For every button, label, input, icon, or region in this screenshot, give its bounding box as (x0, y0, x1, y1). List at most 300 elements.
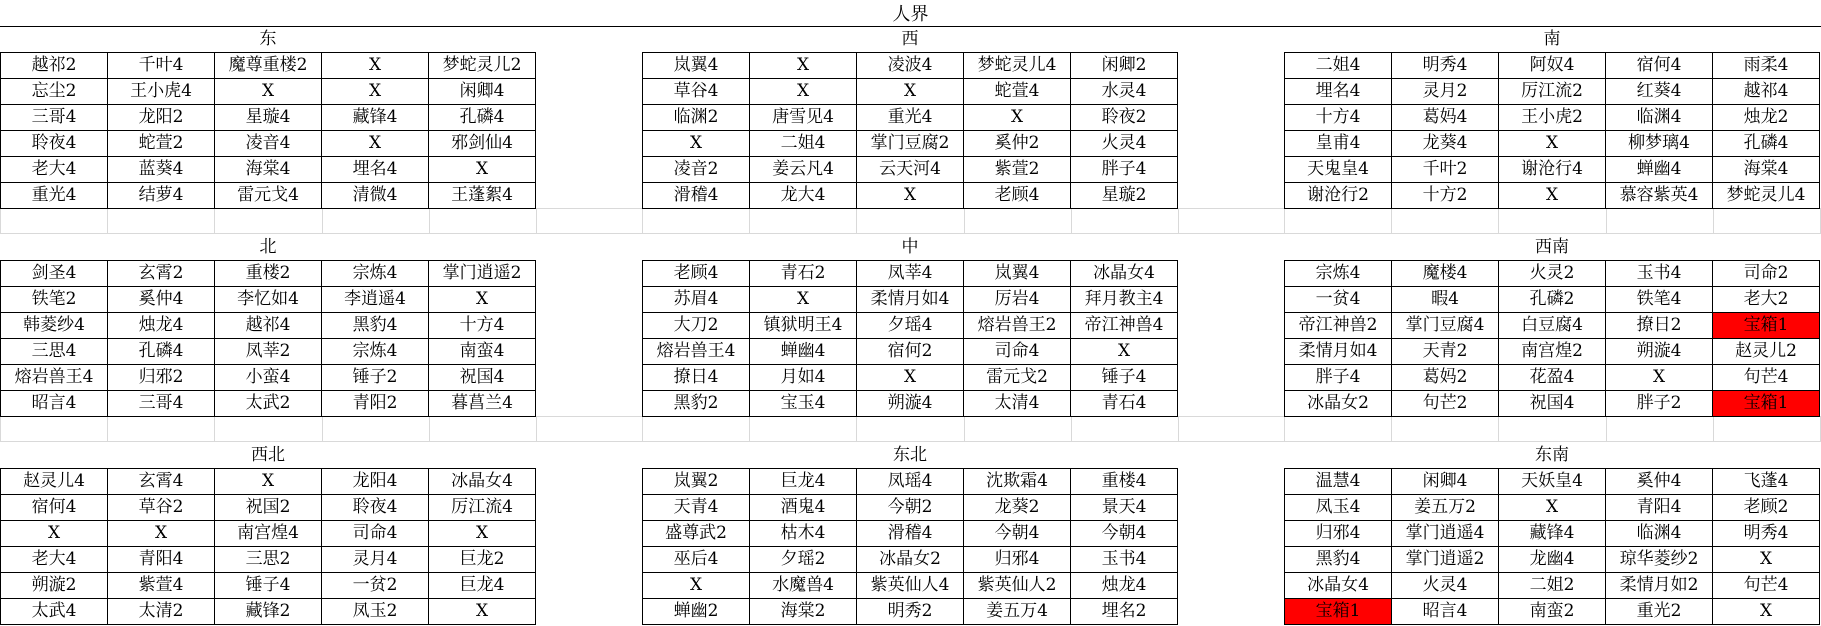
table-cell[interactable]: 归邪4 (964, 547, 1071, 573)
table-cell[interactable]: 魔尊重楼2 (215, 53, 322, 79)
table-cell[interactable]: 句芒2 (1392, 391, 1499, 417)
table-cell[interactable]: 熔岩兽王4 (1, 365, 108, 391)
table-cell[interactable]: 十方4 (1285, 105, 1392, 131)
table-cell[interactable]: X (750, 287, 857, 313)
table-cell[interactable]: 岚翼2 (643, 469, 750, 495)
table-cell[interactable]: 水灵4 (1071, 79, 1178, 105)
table-cell[interactable]: 王小虎4 (108, 79, 215, 105)
table-cell[interactable]: X (108, 521, 215, 547)
table-cell[interactable]: 姜五万2 (1392, 495, 1499, 521)
table-cell[interactable]: 海棠2 (750, 599, 857, 625)
table-cell[interactable]: 司命2 (1713, 261, 1820, 287)
table-cell[interactable]: 草谷4 (643, 79, 750, 105)
table-cell[interactable]: 厉岩4 (964, 287, 1071, 313)
table-cell[interactable]: 梦蛇灵儿4 (964, 53, 1071, 79)
table-cell[interactable]: 三思2 (215, 547, 322, 573)
table-cell[interactable]: 烛龙2 (1713, 105, 1820, 131)
table-cell[interactable]: 阿奴4 (1499, 53, 1606, 79)
table-cell[interactable]: 烛龙4 (1071, 573, 1178, 599)
table-row (643, 105, 1178, 131)
table-cell[interactable]: 天青2 (1392, 339, 1499, 365)
table-row (1, 391, 536, 417)
table-cell[interactable]: 重楼4 (1071, 469, 1178, 495)
table-cell[interactable]: 朔漩4 (1606, 339, 1713, 365)
table-cell[interactable]: 葛妈2 (1392, 365, 1499, 391)
table-cell[interactable]: 巨龙4 (750, 469, 857, 495)
table-cell[interactable]: 藏锋4 (1499, 521, 1606, 547)
table-cell[interactable]: 天妖皇4 (1499, 469, 1606, 495)
table-cell[interactable]: 玉书4 (1606, 261, 1713, 287)
table-cell[interactable]: X (857, 79, 964, 105)
table-cell[interactable]: 黑豹2 (643, 391, 750, 417)
table-cell[interactable]: 厉江流2 (1499, 79, 1606, 105)
table-cell[interactable]: 闲卿4 (1392, 469, 1499, 495)
table-cell[interactable]: 灵月4 (322, 547, 429, 573)
table-cell[interactable]: 宿何2 (857, 339, 964, 365)
table-cell[interactable]: 冰晶女4 (1071, 261, 1178, 287)
table-cell[interactable]: 黑豹4 (1285, 547, 1392, 573)
table-cell[interactable]: 十方2 (1392, 183, 1499, 209)
table-cell[interactable]: 巫后4 (643, 547, 750, 573)
table-cell[interactable]: 海棠4 (215, 157, 322, 183)
table-cell[interactable]: 梦蛇灵儿4 (1713, 183, 1820, 209)
table-cell[interactable]: 沈欺霜4 (964, 469, 1071, 495)
table-cell[interactable]: 谢沧行4 (1499, 157, 1606, 183)
table-cell[interactable]: 龙阳2 (108, 105, 215, 131)
table-cell[interactable]: 司命4 (964, 339, 1071, 365)
table-cell[interactable]: X (643, 573, 750, 599)
table-cell[interactable]: 凤莘4 (857, 261, 964, 287)
table-cell[interactable]: 梦蛇灵儿2 (429, 53, 536, 79)
table-cell[interactable]: 宝玉4 (750, 391, 857, 417)
table-cell[interactable]: 凌波4 (857, 53, 964, 79)
table-cell[interactable]: 清微4 (322, 183, 429, 209)
table-cell[interactable]: 邪剑仙4 (429, 131, 536, 157)
table-cell[interactable]: 枯木4 (750, 521, 857, 547)
table-cell[interactable]: 藏锋2 (215, 599, 322, 625)
table-cell[interactable]: 老顾4 (964, 183, 1071, 209)
table-cell[interactable]: 星璇4 (215, 105, 322, 131)
table-cell[interactable]: 天鬼皇4 (1285, 157, 1392, 183)
table-row (643, 131, 1178, 157)
table-cell[interactable]: 李忆如4 (215, 287, 322, 313)
table-row (643, 183, 1178, 209)
table-row (1, 573, 536, 599)
table-cell[interactable]: 雷元戈2 (964, 365, 1071, 391)
table-cell[interactable]: 埋名4 (1285, 79, 1392, 105)
table-cell[interactable]: X (750, 53, 857, 79)
table-cell[interactable]: 柔情月如2 (1606, 573, 1713, 599)
table-cell[interactable]: 蝉幽4 (1606, 157, 1713, 183)
region-title: 西北 (251, 445, 285, 465)
table-cell[interactable]: 星璇2 (1071, 183, 1178, 209)
table-cell[interactable]: 归邪2 (108, 365, 215, 391)
table-cell[interactable]: 冰晶女4 (1285, 573, 1392, 599)
table-cell[interactable]: 紫英仙人4 (857, 573, 964, 599)
table-cell[interactable]: 宗炼4 (1285, 261, 1392, 287)
table-cell[interactable]: 南宫煌4 (215, 521, 322, 547)
table-cell[interactable]: 暇4 (1392, 287, 1499, 313)
table-cell[interactable]: 青阳4 (1606, 495, 1713, 521)
table-cell[interactable]: 藏锋4 (322, 105, 429, 131)
table-cell[interactable]: 今朝4 (1071, 521, 1178, 547)
table-cell[interactable]: 蓝葵4 (108, 157, 215, 183)
table-cell[interactable]: X (429, 287, 536, 313)
table-cell[interactable]: 葛妈4 (1392, 105, 1499, 131)
table-cell[interactable]: 巨龙4 (429, 573, 536, 599)
table-cell[interactable]: 句芒4 (1713, 365, 1820, 391)
table-cell[interactable]: 盛尊武2 (643, 521, 750, 547)
table-cell[interactable]: 琼华菱纱2 (1606, 547, 1713, 573)
table-cell[interactable]: 滑稽4 (643, 183, 750, 209)
region-panel (1284, 26, 1820, 208)
table-cell[interactable]: 飞蓬4 (1713, 469, 1820, 495)
table-cell[interactable]: 青阳2 (322, 391, 429, 417)
table-cell[interactable]: 夕瑶4 (857, 313, 964, 339)
region-table (0, 260, 536, 417)
table-cell[interactable]: 闲卿4 (429, 79, 536, 105)
table-cell[interactable]: 掌门豆腐4 (1392, 313, 1499, 339)
table-row (643, 599, 1178, 625)
table-cell[interactable]: 胖子4 (1285, 365, 1392, 391)
table-cell[interactable]: 太清4 (964, 391, 1071, 417)
table-cell[interactable]: 姜五万4 (964, 599, 1071, 625)
table-cell[interactable]: 李逍遥4 (322, 287, 429, 313)
table-cell[interactable]: 重光4 (1, 183, 108, 209)
table-cell[interactable]: 撩日2 (1606, 313, 1713, 339)
table-cell[interactable]: 凌音2 (643, 157, 750, 183)
table-cell[interactable]: 明秀4 (1713, 521, 1820, 547)
sheet-title: 人界 (892, 4, 929, 25)
table-row (1285, 469, 1820, 495)
table-cell[interactable]: 紫萱2 (964, 157, 1071, 183)
table-cell[interactable]: 海棠4 (1713, 157, 1820, 183)
table-cell[interactable]: 龙阳4 (322, 469, 429, 495)
table-cell[interactable]: 奚仲4 (1606, 469, 1713, 495)
table-cell[interactable]: 冰晶女2 (1285, 391, 1392, 417)
table-cell[interactable]: 帝江神兽4 (1071, 313, 1178, 339)
table-cell[interactable]: 老顾4 (643, 261, 750, 287)
table-row (1285, 599, 1820, 625)
table-cell[interactable]: 结萝4 (108, 183, 215, 209)
table-cell[interactable]: 孔磷4 (1713, 131, 1820, 157)
table-row (643, 573, 1178, 599)
table-cell[interactable]: 镇狱明王4 (750, 313, 857, 339)
table-cell[interactable]: 冰晶女2 (857, 547, 964, 573)
table-cell[interactable]: 老大2 (1713, 287, 1820, 313)
table-cell[interactable]: 玄霄4 (108, 469, 215, 495)
table-row (1, 79, 536, 105)
table-row (643, 391, 1178, 417)
table-cell[interactable]: 孔磷2 (1499, 287, 1606, 313)
table-cell[interactable]: 锤子4 (1071, 365, 1178, 391)
table-row (1285, 105, 1820, 131)
table-cell[interactable]: 铁笔2 (1, 287, 108, 313)
table-cell[interactable]: 二姐2 (1499, 573, 1606, 599)
table-cell[interactable]: 凤莘2 (215, 339, 322, 365)
table-cell[interactable]: 锤子4 (215, 573, 322, 599)
table-cell[interactable]: 岚翼4 (643, 53, 750, 79)
table-cell[interactable]: 苏眉4 (643, 287, 750, 313)
table-cell[interactable]: 帝江神兽2 (1285, 313, 1392, 339)
table-cell[interactable]: 越祁4 (215, 313, 322, 339)
table-cell[interactable]: 凤玉2 (322, 599, 429, 625)
table-cell[interactable]: 青石4 (1071, 391, 1178, 417)
table-cell[interactable]: 聆夜4 (1, 131, 108, 157)
table-cell[interactable]: 越祁4 (1713, 79, 1820, 105)
region-panel (642, 26, 1178, 208)
table-cell[interactable]: 龙幽4 (1499, 547, 1606, 573)
table-cell[interactable]: 孔磷4 (429, 105, 536, 131)
table-cell[interactable]: 奚仲2 (964, 131, 1071, 157)
table-cell[interactable]: 千叶4 (108, 53, 215, 79)
table-cell[interactable]: 水魔兽4 (750, 573, 857, 599)
table-cell[interactable]: 温慧4 (1285, 469, 1392, 495)
table-cell[interactable]: 云天河4 (857, 157, 964, 183)
table-cell[interactable]: X (429, 157, 536, 183)
table-cell[interactable]: 归邪4 (1285, 521, 1392, 547)
table-cell[interactable]: 凌音4 (215, 131, 322, 157)
table-cell[interactable]: 重光4 (857, 105, 964, 131)
region-title: 西南 (1535, 237, 1569, 257)
table-cell[interactable]: 忘尘2 (1, 79, 108, 105)
table-cell[interactable]: 掌门豆腐2 (857, 131, 964, 157)
table-cell[interactable]: X (429, 599, 536, 625)
table-cell[interactable]: 红葵4 (1606, 79, 1713, 105)
table-cell[interactable]: 滑稽4 (857, 521, 964, 547)
table-cell[interactable]: 朔漩2 (1, 573, 108, 599)
table-cell[interactable]: 青阳4 (108, 547, 215, 573)
table-cell[interactable]: 大刀2 (643, 313, 750, 339)
table-cell[interactable]: 掌门逍遥4 (1392, 521, 1499, 547)
table-cell[interactable]: 祝国4 (1499, 391, 1606, 417)
table-cell[interactable]: 柔情月如4 (857, 287, 964, 313)
table-cell[interactable]: 巨龙2 (429, 547, 536, 573)
table-cell[interactable]: 二姐4 (1285, 53, 1392, 79)
table-cell[interactable]: 朔漩4 (857, 391, 964, 417)
table-cell[interactable]: 临渊4 (1606, 521, 1713, 547)
table-cell[interactable]: 凤玉4 (1285, 495, 1392, 521)
table-cell[interactable]: X (429, 521, 536, 547)
table-cell[interactable]: 蛇萱2 (108, 131, 215, 157)
table-cell[interactable]: 紫萱4 (108, 573, 215, 599)
table-cell[interactable]: 火灵4 (1392, 573, 1499, 599)
table-cell[interactable]: 临渊2 (643, 105, 750, 131)
table-cell[interactable]: 龙葵2 (964, 495, 1071, 521)
table-cell[interactable]: 老大4 (1, 157, 108, 183)
table-cell[interactable]: 胖子4 (1071, 157, 1178, 183)
table-row (1, 105, 536, 131)
table-cell[interactable]: 烛龙4 (108, 313, 215, 339)
table-cell[interactable]: 拜月教主4 (1071, 287, 1178, 313)
table-cell[interactable]: 千叶2 (1392, 157, 1499, 183)
table-cell[interactable]: 三哥4 (108, 391, 215, 417)
table-cell[interactable]: 雨柔4 (1713, 53, 1820, 79)
table-cell[interactable]: 酒鬼4 (750, 495, 857, 521)
table-cell[interactable]: 宿何4 (1, 495, 108, 521)
table-cell[interactable]: 宿何4 (1606, 53, 1713, 79)
table-cell[interactable]: 司命4 (322, 521, 429, 547)
table-cell[interactable]: 熔岩兽王2 (964, 313, 1071, 339)
table-cell[interactable]: 姜云凡4 (750, 157, 857, 183)
table-cell[interactable]: X (857, 183, 964, 209)
table-cell[interactable]: 老顾2 (1713, 495, 1820, 521)
table-cell[interactable]: 宗炼4 (322, 261, 429, 287)
table-row (1285, 313, 1820, 339)
table-cell[interactable]: 太武4 (1, 599, 108, 625)
table-cell[interactable]: 埋名2 (1071, 599, 1178, 625)
table-cell[interactable]: 埋名4 (322, 157, 429, 183)
table-cell[interactable]: 柔情月如4 (1285, 339, 1392, 365)
table-cell[interactable]: 凤瑶4 (857, 469, 964, 495)
table-cell[interactable]: 三哥4 (1, 105, 108, 131)
table-cell[interactable]: X (1713, 547, 1820, 573)
table-cell[interactable]: 赵灵儿4 (1, 469, 108, 495)
table-cell[interactable]: X (643, 131, 750, 157)
table-cell[interactable]: 祝国2 (215, 495, 322, 521)
table-cell[interactable]: 越祁2 (1, 53, 108, 79)
table-cell[interactable]: 奚仲4 (108, 287, 215, 313)
table-cell[interactable]: 重楼2 (215, 261, 322, 287)
table-cell[interactable]: 宗炼4 (322, 339, 429, 365)
table-cell[interactable]: 蝉幽4 (750, 339, 857, 365)
table-row (643, 495, 1178, 521)
table-cell[interactable]: 厉江流4 (429, 495, 536, 521)
table-cell[interactable]: 青石2 (750, 261, 857, 287)
table-cell[interactable]: 火灵2 (1499, 261, 1606, 287)
table-cell[interactable]: 太清2 (108, 599, 215, 625)
highlighted-cell[interactable]: 宝箱1 (1713, 391, 1820, 417)
table-cell[interactable]: 剑圣4 (1, 261, 108, 287)
table-cell[interactable]: 锤子2 (322, 365, 429, 391)
table-cell[interactable]: 闲卿2 (1071, 53, 1178, 79)
table-cell[interactable]: X (1499, 183, 1606, 209)
table-cell[interactable]: 老大4 (1, 547, 108, 573)
table-cell[interactable]: 景天4 (1071, 495, 1178, 521)
table-cell[interactable]: 韩菱纱4 (1, 313, 108, 339)
table-cell[interactable]: 紫英仙人2 (964, 573, 1071, 599)
table-cell[interactable]: 花盈4 (1499, 365, 1606, 391)
table-cell[interactable]: 二姐4 (750, 131, 857, 157)
table-cell[interactable]: 黑豹4 (322, 313, 429, 339)
table-cell[interactable]: 岚翼4 (964, 261, 1071, 287)
table-cell[interactable]: 今朝4 (964, 521, 1071, 547)
table-cell[interactable]: 月如4 (750, 365, 857, 391)
table-cell[interactable]: 南蛮4 (429, 339, 536, 365)
region-table (642, 260, 1178, 417)
table-cell[interactable]: 铁笔4 (1606, 287, 1713, 313)
table-cell[interactable]: 慕容紫英4 (1606, 183, 1713, 209)
table-cell[interactable]: 冰晶女4 (429, 469, 536, 495)
region-title: 东 (259, 29, 277, 49)
table-cell[interactable]: 明秀2 (857, 599, 964, 625)
table-cell[interactable]: 临渊4 (1606, 105, 1713, 131)
table-cell[interactable]: 龙大4 (750, 183, 857, 209)
table-cell[interactable]: 天青4 (643, 495, 750, 521)
table-cell[interactable]: 暮菖兰4 (429, 391, 536, 417)
table-cell[interactable]: 句芒4 (1713, 573, 1820, 599)
highlighted-cell[interactable]: 宝箱1 (1713, 313, 1820, 339)
table-cell[interactable]: 一贫4 (1285, 287, 1392, 313)
table-cell[interactable]: 撩日4 (643, 365, 750, 391)
table-cell[interactable]: 聆夜4 (322, 495, 429, 521)
table-cell[interactable]: 南蛮2 (1499, 599, 1606, 625)
table-cell[interactable]: 柳梦璃4 (1606, 131, 1713, 157)
table-cell[interactable]: 龙葵4 (1392, 131, 1499, 157)
table-cell[interactable]: X (322, 131, 429, 157)
table-row (1, 261, 536, 287)
table-cell[interactable]: X (964, 105, 1071, 131)
table-cell[interactable]: 南宫煌2 (1499, 339, 1606, 365)
table-cell[interactable]: X (322, 79, 429, 105)
table-cell[interactable]: 今朝2 (857, 495, 964, 521)
table-row (1285, 521, 1820, 547)
table-cell[interactable]: 灵月2 (1392, 79, 1499, 105)
table-cell[interactable]: 白豆腐4 (1499, 313, 1606, 339)
table-row (643, 521, 1178, 547)
table-cell[interactable]: 唐雪见4 (750, 105, 857, 131)
table-cell[interactable]: 小蛮4 (215, 365, 322, 391)
table-cell[interactable]: 胖子2 (1606, 391, 1713, 417)
table-cell[interactable]: 火灵4 (1071, 131, 1178, 157)
table-cell[interactable]: 三思4 (1, 339, 108, 365)
table-cell[interactable]: 王小虎2 (1499, 105, 1606, 131)
table-cell[interactable]: X (322, 53, 429, 79)
table-cell[interactable]: 蛇萱4 (964, 79, 1071, 105)
table-cell[interactable]: X (1499, 131, 1606, 157)
table-cell[interactable]: 雷元戈4 (215, 183, 322, 209)
table-cell[interactable]: 谢沧行2 (1285, 183, 1392, 209)
highlighted-cell[interactable]: 宝箱1 (1285, 599, 1392, 625)
table-cell[interactable]: 王蓬絮4 (429, 183, 536, 209)
table-cell[interactable]: 蝉幽2 (643, 599, 750, 625)
table-cell[interactable]: X (215, 79, 322, 105)
table-cell[interactable]: X (857, 365, 964, 391)
table-cell[interactable]: 昭言4 (1, 391, 108, 417)
table-cell[interactable]: X (750, 79, 857, 105)
table-cell[interactable]: X (1, 521, 108, 547)
table-cell[interactable]: X (215, 469, 322, 495)
region-title: 北 (259, 237, 277, 257)
table-cell[interactable]: 太武2 (215, 391, 322, 417)
table-cell[interactable]: X (1071, 339, 1178, 365)
table-row (1, 53, 536, 79)
table-cell[interactable]: X (1713, 599, 1820, 625)
table-cell[interactable]: 一贫2 (322, 573, 429, 599)
table-cell[interactable]: 草谷2 (108, 495, 215, 521)
table-cell[interactable]: 祝国4 (429, 365, 536, 391)
table-cell[interactable]: X (1606, 365, 1713, 391)
table-cell[interactable]: 赵灵儿2 (1713, 339, 1820, 365)
table-cell[interactable]: 玄霄2 (108, 261, 215, 287)
table-cell[interactable]: 掌门逍遥2 (1392, 547, 1499, 573)
table-cell[interactable]: 皇甫4 (1285, 131, 1392, 157)
table-cell[interactable]: 熔岩兽王4 (643, 339, 750, 365)
table-row (1285, 547, 1820, 573)
table-cell[interactable]: 魔楼4 (1392, 261, 1499, 287)
table-cell[interactable]: 十方4 (429, 313, 536, 339)
table-cell[interactable]: 重光2 (1606, 599, 1713, 625)
table-cell[interactable]: 夕瑶2 (750, 547, 857, 573)
table-cell[interactable]: X (1499, 495, 1606, 521)
table-cell[interactable]: 明秀4 (1392, 53, 1499, 79)
table-cell[interactable]: 聆夜2 (1071, 105, 1178, 131)
table-cell[interactable]: 玉书4 (1071, 547, 1178, 573)
table-cell[interactable]: 掌门逍遥2 (429, 261, 536, 287)
table-cell[interactable]: 昭言4 (1392, 599, 1499, 625)
table-row (1, 183, 536, 209)
table-cell[interactable]: 孔磷4 (108, 339, 215, 365)
